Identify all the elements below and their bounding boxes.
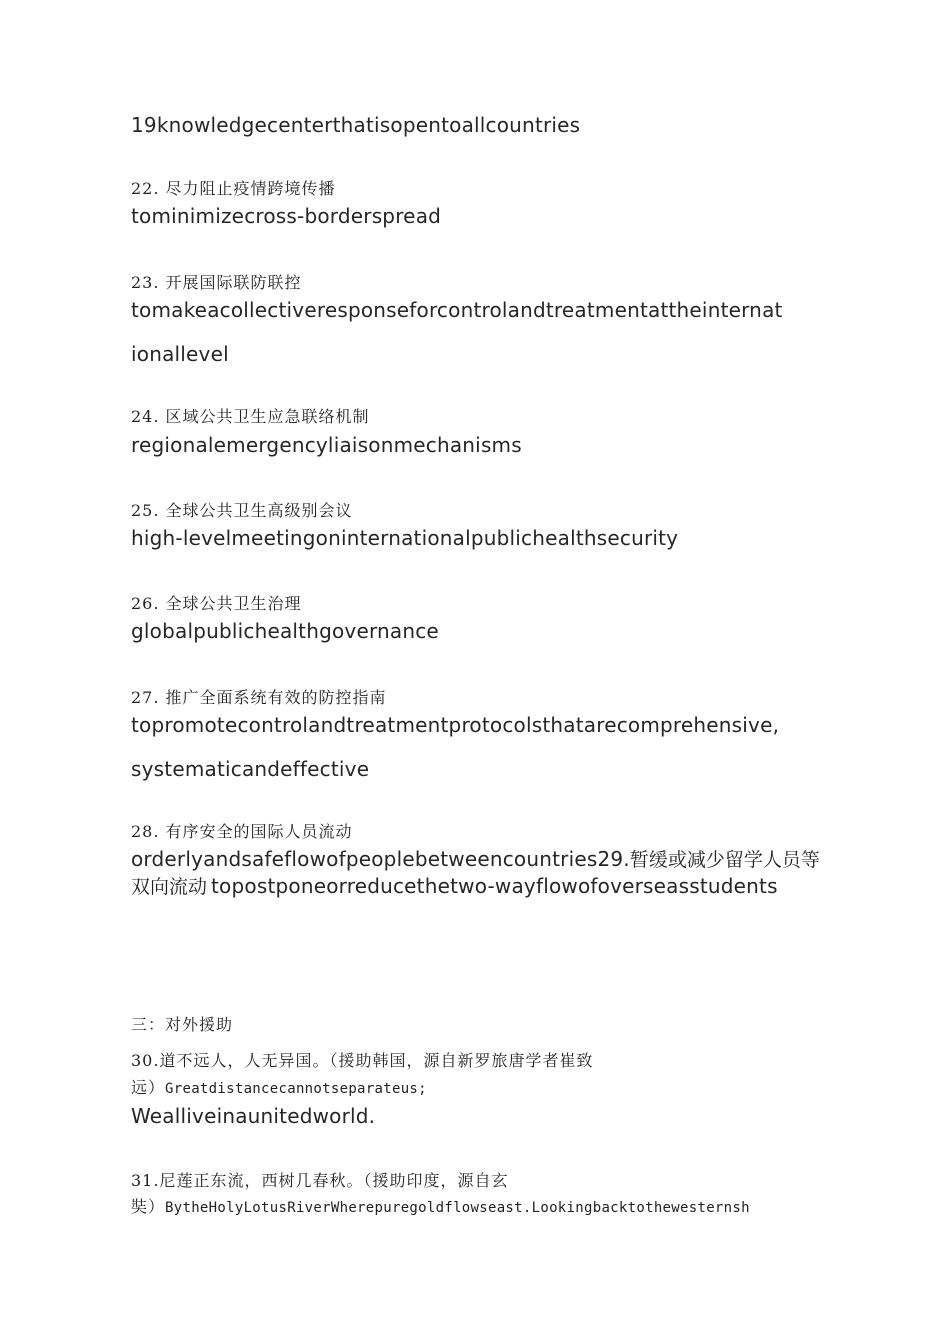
item-24-en: regionalemergencyliaisonmechanisms (131, 433, 522, 457)
item-31-line1: 31.尼莲正东流，西树几春秋。（援助印度，源自玄 (131, 1171, 509, 1190)
item-28-en: orderlyandsafeflowofpeoplebetweencountries29. (131, 847, 630, 871)
item-30-line1: 30.道不远人，人无异国。（援助韩国，源自新罗旅唐学者崔致 (131, 1051, 594, 1070)
item-22-en: tominimizecross-borderspread (131, 204, 442, 228)
item-30-line2 (131, 1075, 831, 1098)
item-23-cn: 23. 开展国际联防联控 (131, 273, 302, 292)
item-26-en: globalpublichealthgovernance (131, 619, 439, 643)
item-30-line2-en: Greatdistancecannotseparateus; (165, 1081, 427, 1097)
item-29-en: topostponeorreducethetwo-wayflowofoverseasstudents (211, 874, 778, 898)
item-25-cn: 25. 全球公共卫生高级别会议 (131, 501, 353, 520)
item-27-cn: 27. 推广全面系统有效的防控指南 (131, 688, 387, 707)
item-28-29-paragraph (131, 847, 821, 901)
item-19-en: 19knowledgecenterthatisopentoallcountries (131, 113, 581, 137)
item-28-cn: 28. 有序安全的国际人员流动 (131, 822, 353, 841)
item-26-cn: 26. 全球公共卫生治理 (131, 594, 302, 613)
item-27-en-line1: topromotecontrolandtreatmentprotocolsthatarecomprehensive, (131, 713, 780, 737)
item-27-en-line2: systematicandeffective (131, 757, 370, 781)
item-30-line3: Wealliveinaunitedworld. (131, 1104, 376, 1128)
item-30-line2-cn: 远） (131, 1078, 166, 1097)
item-22-cn: 22. 尽力阻止疫情跨境传播 (131, 179, 336, 198)
item-29-cn: 暂缓或减少留学人员等双向流动 (131, 849, 820, 898)
item-31-line2-cn: 奘） (131, 1197, 166, 1216)
section-3-heading: 三：对外援助 (131, 1015, 234, 1034)
item-23-en-line1: tomakeacollectiveresponseforcontrolandtreatmentattheinternat (131, 298, 783, 322)
item-31-line2 (131, 1194, 831, 1217)
item-23-en-line2: ionallevel (131, 342, 229, 366)
item-25-en: high-levelmeetingoninternationalpublichealthsecurity (131, 526, 679, 550)
item-31-line2-en: BytheHolyLotusRiverWherepuregoldflowseast.Lookingbacktothewesternsh (165, 1200, 750, 1216)
item-24-cn: 24. 区域公共卫生应急联络机制 (131, 407, 370, 426)
